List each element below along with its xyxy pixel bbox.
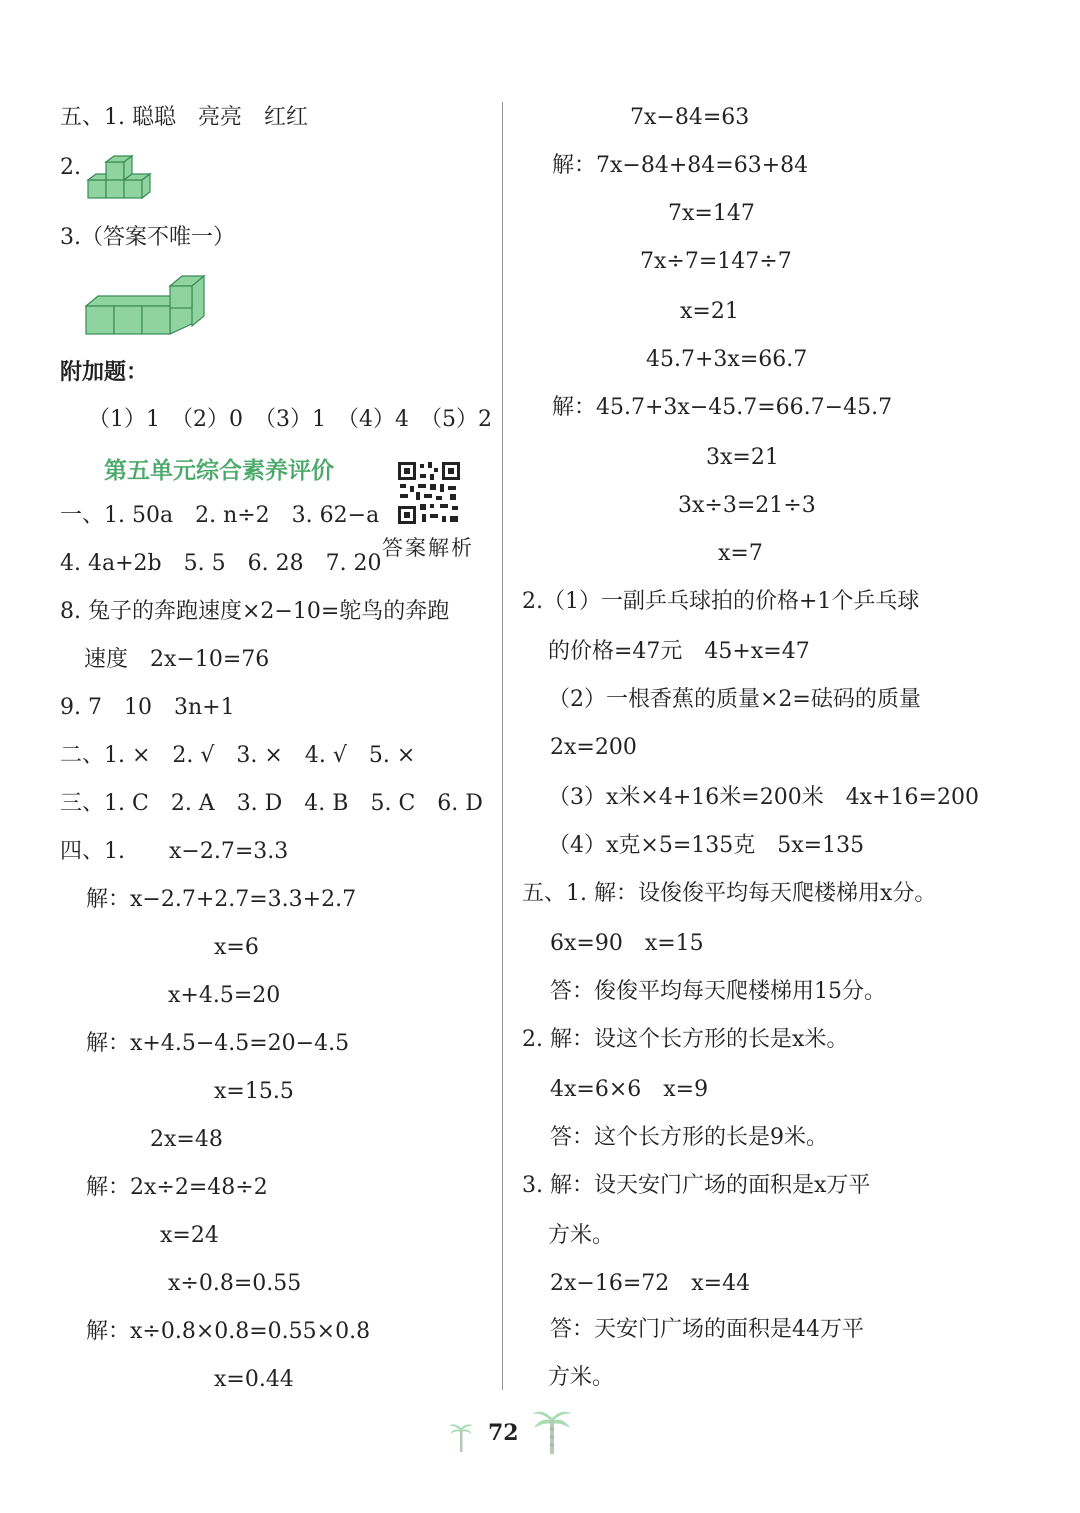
answer-line: （2）一根香蕉的质量×2=砝码的质量 [548,687,921,712]
answer-line: 解：45.7+3x−45.7=66.7−45.7 [552,395,893,420]
answer-line: x+4.5=20 [168,983,281,1008]
cube-figure-2 [84,270,210,336]
answer-line: 2x=48 [150,1127,223,1152]
answer-line: 9. 7 10 3n+1 [60,695,235,720]
answer-line: 解：7x−84+84=63+84 [552,153,809,178]
answer-line: 答：这个长方形的长是9米。 [550,1125,828,1150]
answer-line: 3. 解：设天安门广场的面积是x万平 [522,1173,871,1198]
answer-line: x=7 [718,541,763,566]
answer-line: 附加题： [60,359,149,385]
answer-line: 8. 兔子的奔跑速度×2−10=鸵鸟的奔跑 [60,599,450,624]
answer-line: 6x=90 x=15 [550,931,704,956]
answer-line: （4）x克×5=135克 5x=135 [548,833,865,858]
answer-line: x=15.5 [214,1079,294,1104]
answer-line: 答：俊俊平均每天爬楼梯用15分。 [550,979,886,1004]
answer-line: 3.（答案不唯一） [60,225,235,250]
answer-line: x÷0.8=0.55 [168,1271,302,1296]
answer-line: 的价格=47元 45+x=47 [548,639,810,664]
answer-line: 4. 4a+2b 5. 5 6. 28 7. 20 [60,551,382,576]
answer-line: 解：x−2.7+2.7=3.3+2.7 [86,887,357,912]
answer-line: x=0.44 [214,1367,294,1392]
answer-line: 45.7+3x=66.7 [646,347,808,372]
answer-line: 3x÷3=21÷3 [678,493,816,518]
answer-line: （3）x米×4+16米=200米 4x+16=200 [548,785,979,810]
answer-line: 方米。 [548,1365,615,1390]
answer-line: 五、1. 解：设俊俊平均每天爬楼梯用x分。 [522,881,937,906]
answer-line: 3x=21 [706,445,779,470]
answer-line: x=6 [214,935,259,960]
answer-line: 四、1. x−2.7=3.3 [60,839,289,864]
answer-line: 三、1. C 2. A 3. D 4. B 5. C 6. D [60,791,483,816]
answer-line: 4x=6×6 x=9 [550,1077,709,1102]
answer-line: x=21 [680,299,739,324]
answer-line: 解：2x÷2=48÷2 [86,1175,268,1200]
column-divider [502,102,503,1390]
answer-line: 7x÷7=147÷7 [640,249,792,274]
answer-line: （1）1 （2）0 （3）1 （4）4 （5）2 [88,407,492,432]
section-title: 第五单元综合素养评价 [104,458,334,484]
answer-line: 一、1. 50a 2. n÷2 3. 62−a [60,503,380,528]
answer-line: 2. 解：设这个长方形的长是x米。 [522,1027,849,1052]
cube-figure-1 [84,154,154,202]
answer-line: 解：x+4.5−4.5=20−4.5 [86,1031,350,1056]
answer-line: 速度 2x−10=76 [84,647,270,672]
answer-line: 五、1. 聪聪 亮亮 红红 [60,105,308,130]
palm-tree-icon [530,1406,574,1456]
answer-line: 答：天安门广场的面积是44万平 [550,1317,864,1342]
answer-line: 二、1. × 2. √ 3. × 4. √ 5. × [60,743,416,768]
answer-line: 7x=147 [668,201,755,226]
answer-line: 2x−16=72 x=44 [550,1271,751,1296]
answer-line: 2x=200 [550,735,637,760]
qr-label: 答案解析 [382,536,474,560]
palm-tree-icon [448,1420,474,1454]
answer-line: x=24 [160,1223,219,1248]
qr-code-icon[interactable] [396,460,462,526]
page-number: 72 [488,1420,519,1446]
answer-line: 2.（1）一副乒乓球拍的价格+1个乒乓球 [522,589,920,614]
answer-line: 2. [60,155,81,180]
answer-line: 方米。 [548,1223,615,1248]
answer-line: 解：x÷0.8×0.8=0.55×0.8 [86,1319,371,1344]
answer-line: 7x−84=63 [630,105,750,130]
